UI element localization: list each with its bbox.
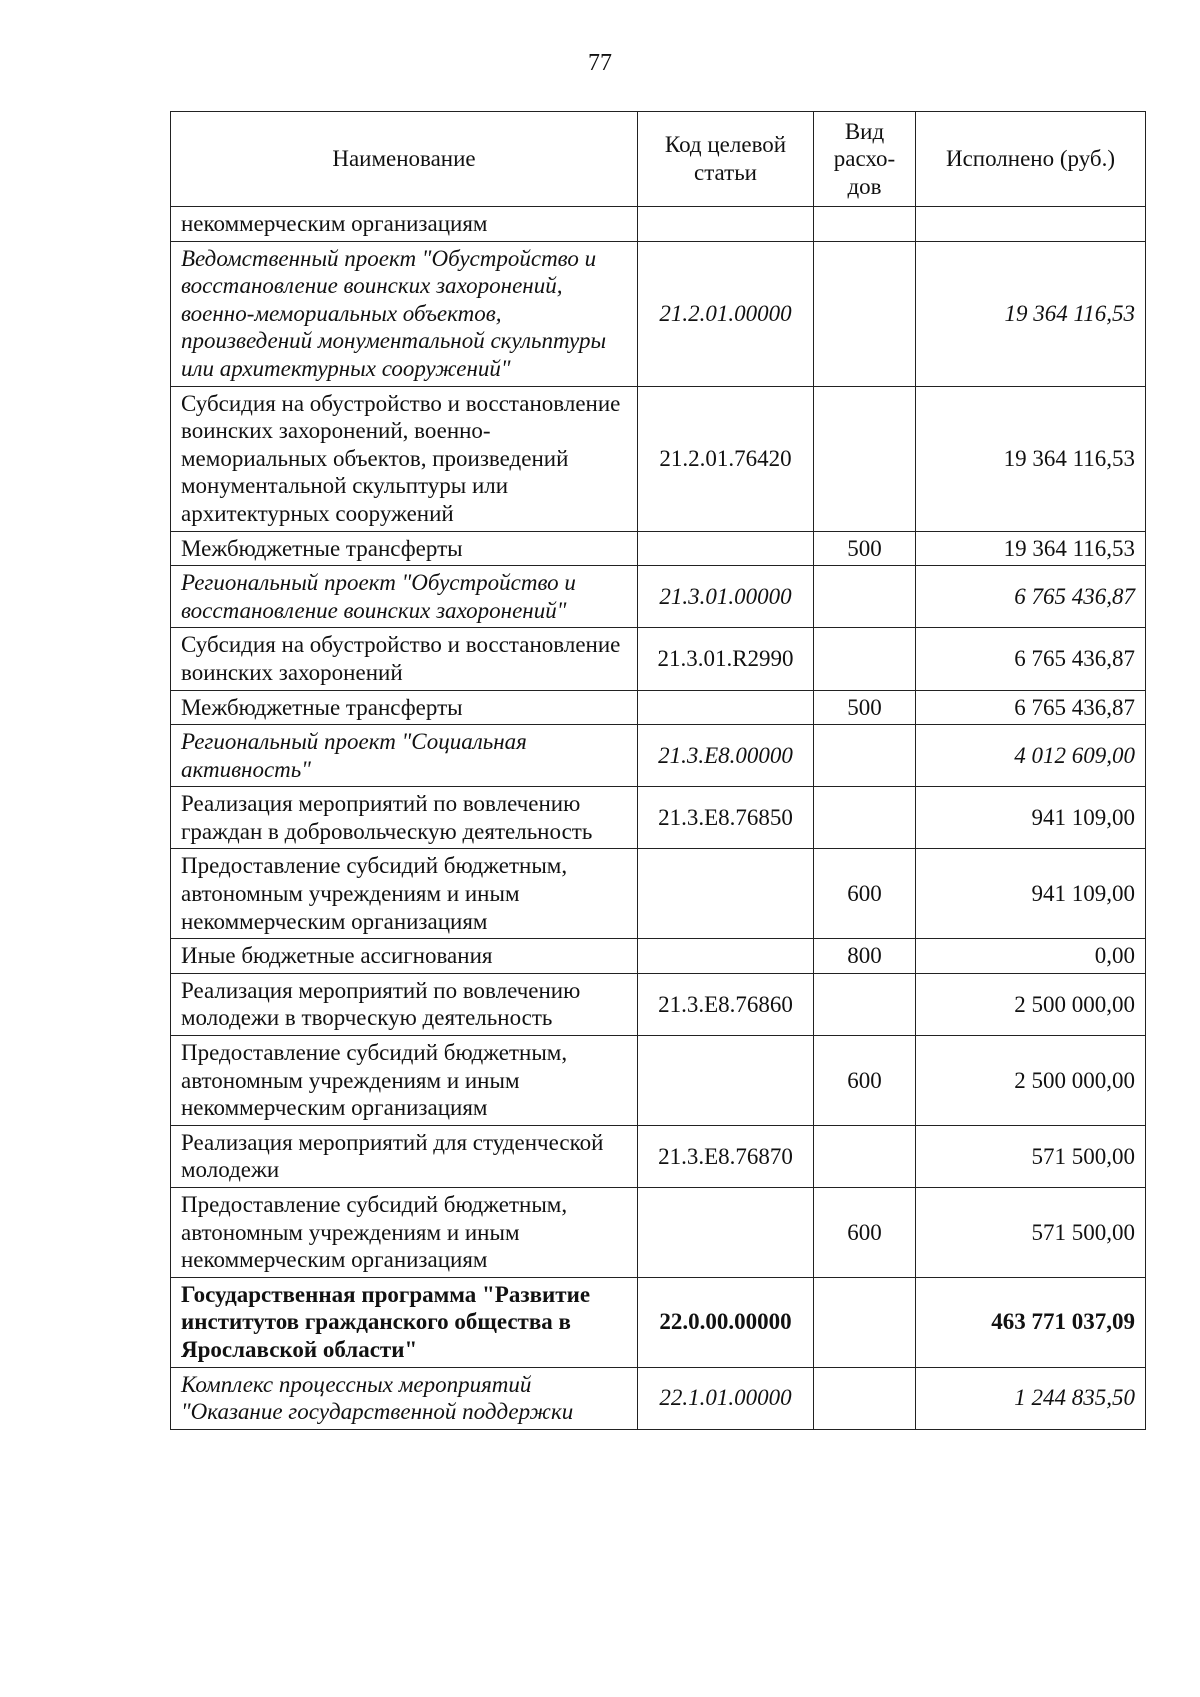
row-expense-type-cell	[814, 725, 916, 787]
row-name-cell: Межбюджетные трансферты	[171, 690, 638, 725]
row-code-cell: 21.2.01.00000	[638, 241, 814, 386]
row-expense-type-cell: 500	[814, 531, 916, 566]
row-code-cell: 21.2.01.76420	[638, 386, 814, 531]
row-code-cell	[638, 207, 814, 242]
row-amount-cell: 4 012 609,00	[916, 725, 1146, 787]
row-amount-cell: 0,00	[916, 939, 1146, 974]
row-name-cell: Региональный проект "Социальная активность"	[171, 725, 638, 787]
row-name-cell: Ведомственный проект "Обустройство и восстановление воинских захоронений, военно-мемориальных объектов, произведений монументальной скульптуры или архитектурных сооружений"	[171, 241, 638, 386]
table-row	[171, 1277, 1146, 1367]
row-amount-cell: 571 500,00	[916, 1188, 1146, 1278]
row-code-cell	[638, 690, 814, 725]
row-expense-type-cell: 600	[814, 849, 916, 939]
row-name-cell: Региональный проект "Обустройство и восстановление воинских захоронений"	[171, 566, 638, 628]
table-row	[171, 566, 1146, 628]
column-header-name: Наименование	[171, 112, 638, 207]
row-amount-cell	[916, 207, 1146, 242]
table-row	[171, 787, 1146, 849]
column-header-expense-type: Вид расхо-дов	[814, 112, 916, 207]
row-expense-type-cell	[814, 1367, 916, 1429]
row-amount-cell: 941 109,00	[916, 787, 1146, 849]
row-expense-type-cell	[814, 628, 916, 690]
table-row	[171, 973, 1146, 1035]
row-expense-type-cell: 800	[814, 939, 916, 974]
row-name-cell: Предоставление субсидий бюджетным, автономным учреждениям и иным некоммерческим организациям	[171, 1036, 638, 1126]
row-code-cell: 21.3.01.00000	[638, 566, 814, 628]
row-code-cell	[638, 531, 814, 566]
table-row	[171, 1036, 1146, 1126]
row-name-cell: Межбюджетные трансферты	[171, 531, 638, 566]
row-amount-cell: 19 364 116,53	[916, 386, 1146, 531]
row-name-cell: Иные бюджетные ассигнования	[171, 939, 638, 974]
table-row	[171, 849, 1146, 939]
row-expense-type-cell: 600	[814, 1188, 916, 1278]
row-code-cell	[638, 939, 814, 974]
row-name-cell: Государственная программа "Развитие институтов гражданского общества в Ярославской области"	[171, 1277, 638, 1367]
table-row	[171, 207, 1146, 242]
row-code-cell	[638, 849, 814, 939]
row-expense-type-cell	[814, 973, 916, 1035]
table-row	[171, 531, 1146, 566]
row-code-cell: 22.1.01.00000	[638, 1367, 814, 1429]
row-name-cell: Субсидия на обустройство и восстановление воинских захоронений, военно-мемориальных объектов, произведений монументальной скульптуры или архитектурных сооружений	[171, 386, 638, 531]
table-row	[171, 690, 1146, 725]
row-amount-cell: 1 244 835,50	[916, 1367, 1146, 1429]
row-name-cell: Комплекс процессных мероприятий "Оказание государственной поддержки	[171, 1367, 638, 1429]
row-amount-cell: 2 500 000,00	[916, 973, 1146, 1035]
table-row	[171, 241, 1146, 386]
row-name-cell: Предоставление субсидий бюджетным, автономным учреждениям и иным некоммерческим организациям	[171, 1188, 638, 1278]
row-amount-cell: 6 765 436,87	[916, 566, 1146, 628]
column-header-amount: Исполнено (руб.)	[916, 112, 1146, 207]
page-number: 77	[588, 50, 612, 76]
row-expense-type-cell: 600	[814, 1036, 916, 1126]
table-row	[171, 1367, 1146, 1429]
row-code-cell: 21.3.E8.76850	[638, 787, 814, 849]
row-code-cell: 22.0.00.00000	[638, 1277, 814, 1367]
row-code-cell: 21.3.01.R2990	[638, 628, 814, 690]
row-expense-type-cell	[814, 787, 916, 849]
row-amount-cell: 571 500,00	[916, 1125, 1146, 1187]
row-name-cell: Реализация мероприятий для студенческой молодежи	[171, 1125, 638, 1187]
row-expense-type-cell	[814, 566, 916, 628]
row-amount-cell: 19 364 116,53	[916, 531, 1146, 566]
row-name-cell: Предоставление субсидий бюджетным, автономным учреждениям и иным некоммерческим организациям	[171, 849, 638, 939]
row-code-cell: 21.3.E8.76870	[638, 1125, 814, 1187]
row-code-cell: 21.3.E8.76860	[638, 973, 814, 1035]
row-code-cell: 21.3.E8.00000	[638, 725, 814, 787]
table-body	[171, 207, 1146, 1430]
row-name-cell: Реализация мероприятий по вовлечению граждан в добровольческую деятельность	[171, 787, 638, 849]
table-header-row	[171, 112, 1146, 207]
row-expense-type-cell	[814, 241, 916, 386]
column-header-code: Код целевой статьи	[638, 112, 814, 207]
table-row	[171, 1125, 1146, 1187]
table-row	[171, 725, 1146, 787]
row-amount-cell: 6 765 436,87	[916, 690, 1146, 725]
budget-execution-table	[170, 111, 1146, 1430]
row-name-cell: Субсидия на обустройство и восстановление воинских захоронений	[171, 628, 638, 690]
row-code-cell	[638, 1036, 814, 1126]
row-amount-cell: 19 364 116,53	[916, 241, 1146, 386]
row-amount-cell: 2 500 000,00	[916, 1036, 1146, 1126]
row-amount-cell: 463 771 037,09	[916, 1277, 1146, 1367]
row-expense-type-cell	[814, 1277, 916, 1367]
row-name-cell: Реализация мероприятий по вовлечению молодежи в творческую деятельность	[171, 973, 638, 1035]
row-amount-cell: 941 109,00	[916, 849, 1146, 939]
row-name-cell: некоммерческим организациям	[171, 207, 638, 242]
table-row	[171, 386, 1146, 531]
row-expense-type-cell	[814, 207, 916, 242]
table-row	[171, 628, 1146, 690]
row-expense-type-cell	[814, 1125, 916, 1187]
table-row	[171, 939, 1146, 974]
row-code-cell	[638, 1188, 814, 1278]
row-expense-type-cell: 500	[814, 690, 916, 725]
row-amount-cell: 6 765 436,87	[916, 628, 1146, 690]
row-expense-type-cell	[814, 386, 916, 531]
table-row	[171, 1188, 1146, 1278]
